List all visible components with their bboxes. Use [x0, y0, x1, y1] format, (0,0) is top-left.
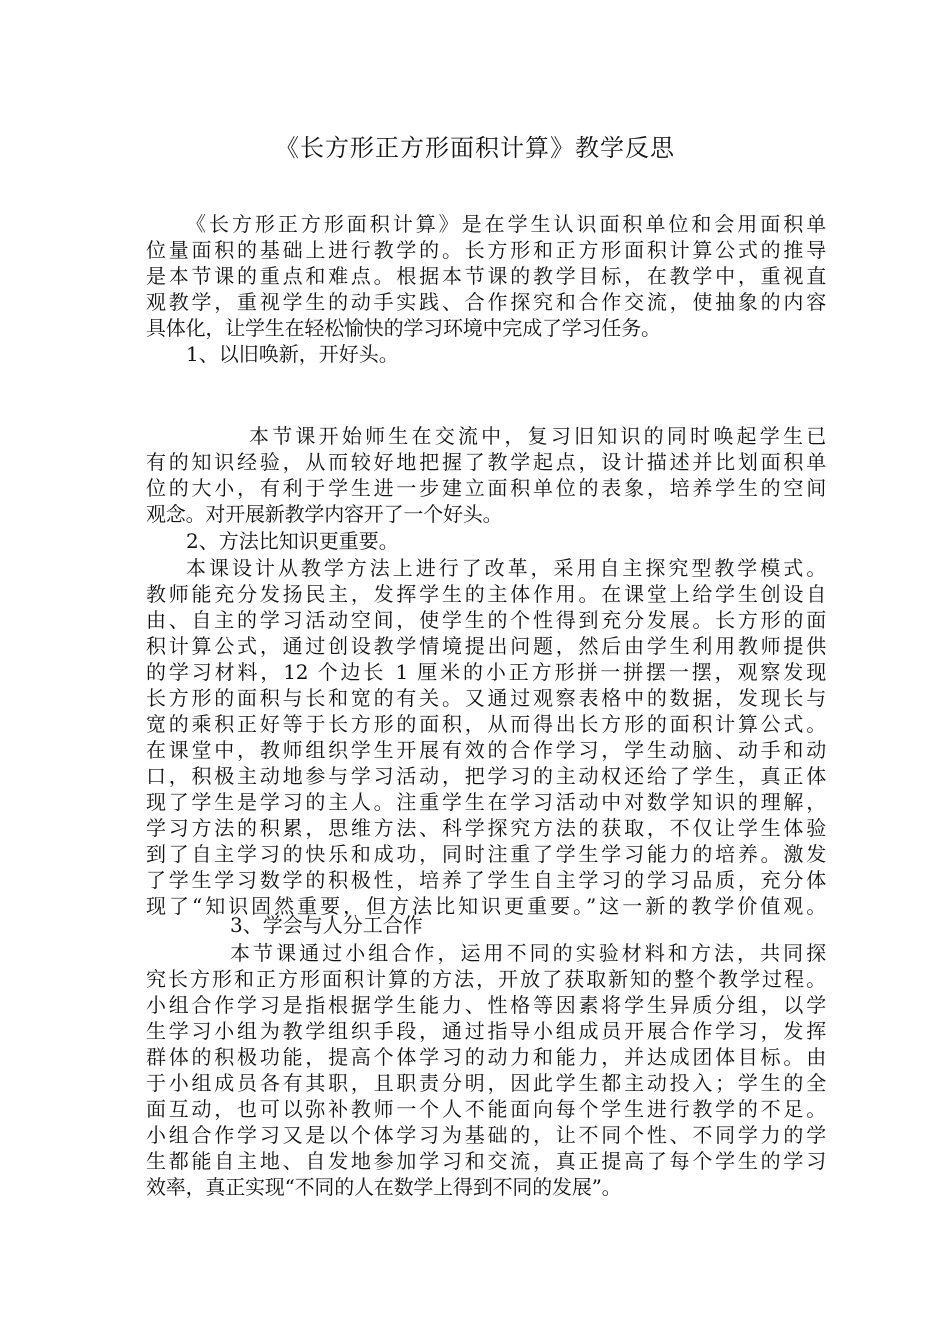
section-3-line: 面互动，也可以弥补教师一个人不能面向每个学生进行教学的不足。	[146, 1097, 826, 1121]
section-2-line: 到了自主学习的快乐和成功，同时注重了学生学习能力的培养。激发	[146, 842, 826, 866]
intro-line: 具体化，让学生在轻松愉快的学习环境中完成了学习任务。	[146, 316, 661, 340]
section-2-line: 积计算公式，通过创设教学情境提出问题，然后由学生利用教师提供	[146, 634, 826, 658]
section-3-line: 小组合作学习又是以个体学习为基础的，让不同个性、不同学力的学	[146, 1123, 826, 1147]
section-3-line: 生都能自主地、自发地参加学习和交流，真正提高了每个学生的学习	[146, 1149, 826, 1173]
section-1-heading: 1、以旧唤新，开好头。	[186, 342, 399, 366]
section-2-heading: 2、方法比知识更重要。	[186, 529, 399, 553]
intro-line: 是本节课的重点和难点。根据本节课的教学目标，在教学中，重视直	[146, 264, 826, 288]
section-3-line: 群体的积极功能，提高个体学习的动力和能力，并达成团体目标。由	[146, 1045, 826, 1069]
section-3-heading: 3、学会与人分工合作	[230, 913, 423, 937]
section-2-line: 由、自主的学习活动空间，使学生的个性得到充分发展。长方形的面	[146, 608, 826, 632]
section-3-line: 于小组成员各有其职，且职责分明，因此学生都主动投入；学生的全	[146, 1071, 826, 1095]
section-2-paragraph	[146, 555, 826, 919]
intro-line: 观教学，重视学生的动手实践、合作探究和合作交流，使抽象的内容	[146, 290, 826, 314]
section-1-paragraph	[146, 423, 826, 527]
section-3-line: 本节课通过小组合作，运用不同的实验材料和方法，共同探	[230, 941, 826, 965]
section-2-line: 长方形的面积与长和宽的有关。又通过观察表格中的数据，发现长与	[146, 686, 826, 710]
section-2-line: 本课设计从教学方法上进行了改革，采用自主探究型教学模式。	[186, 556, 826, 580]
section-2-line: 了学生学习数学的积极性，培养了学生自主学习的学习品质，充分体	[146, 868, 826, 892]
intro-line: 《长方形正方形面积计算》是在学生认识面积单位和会用面积单	[186, 212, 826, 236]
section-1-line: 位的大小，有利于学生进一步建立面积单位的表象，培养学生的空间	[146, 476, 826, 500]
section-2-line: 的学习材料，12 个边长 1 厘米的小正方形拼一拼摆一摆，观察发现	[146, 660, 826, 684]
section-3-line: 效率，真正实现“不同的人在数学上得到不同的发展”。	[146, 1175, 622, 1199]
section-2-line: 学习方法的积累，思维方法、科学探究方法的获取，不仅让学生体验	[146, 816, 826, 840]
section-2-line: 宽的乘积正好等于长方形的面积，从而得出长方形的面积计算公式。	[146, 712, 826, 736]
section-2-line: 现了“知识固然重要，但方法比知识更重要。”这一新的教学价值观。	[146, 894, 826, 918]
section-1-line: 观念。对开展新教学内容开了一个好头。	[146, 502, 503, 526]
section-1-line: 本节课开始师生在交流中，复习旧知识的同时唤起学生已	[249, 424, 826, 448]
section-2-line: 现了学生是学习的主人。注重学生在学习活动中对数学知识的理解，	[146, 790, 826, 814]
section-3-line: 究长方形和正方形面积计算的方法，开放了获取新知的整个教学过程。	[146, 967, 826, 991]
section-2-line: 在课堂中，教师组织学生开展有效的合作学习，学生动脑、动手和动	[146, 738, 826, 762]
intro-paragraph	[146, 211, 826, 341]
section-3-line: 小组合作学习是指根据学生能力、性格等因素将学生异质分组，以学	[146, 993, 826, 1017]
section-2-line: 口，积极主动地参与学习活动，把学习的主动权还给了学生，真正体	[146, 764, 826, 788]
document-title: 《长方形正方形面积计算》教学反思	[275, 134, 675, 162]
section-1-line: 有的知识经验，从而较好地把握了教学起点，设计描述并比划面积单	[146, 450, 826, 474]
section-3-paragraph	[146, 940, 826, 1200]
section-2-line: 教师能充分发扬民主，发挥学生的主体作用。在课堂上给学生创设自	[146, 582, 826, 606]
intro-line: 位量面积的基础上进行教学的。长方形和正方形面积计算公式的推导	[146, 238, 826, 262]
section-3-line: 生学习小组为教学组织手段，通过指导小组成员开展合作学习，发挥	[146, 1019, 826, 1043]
